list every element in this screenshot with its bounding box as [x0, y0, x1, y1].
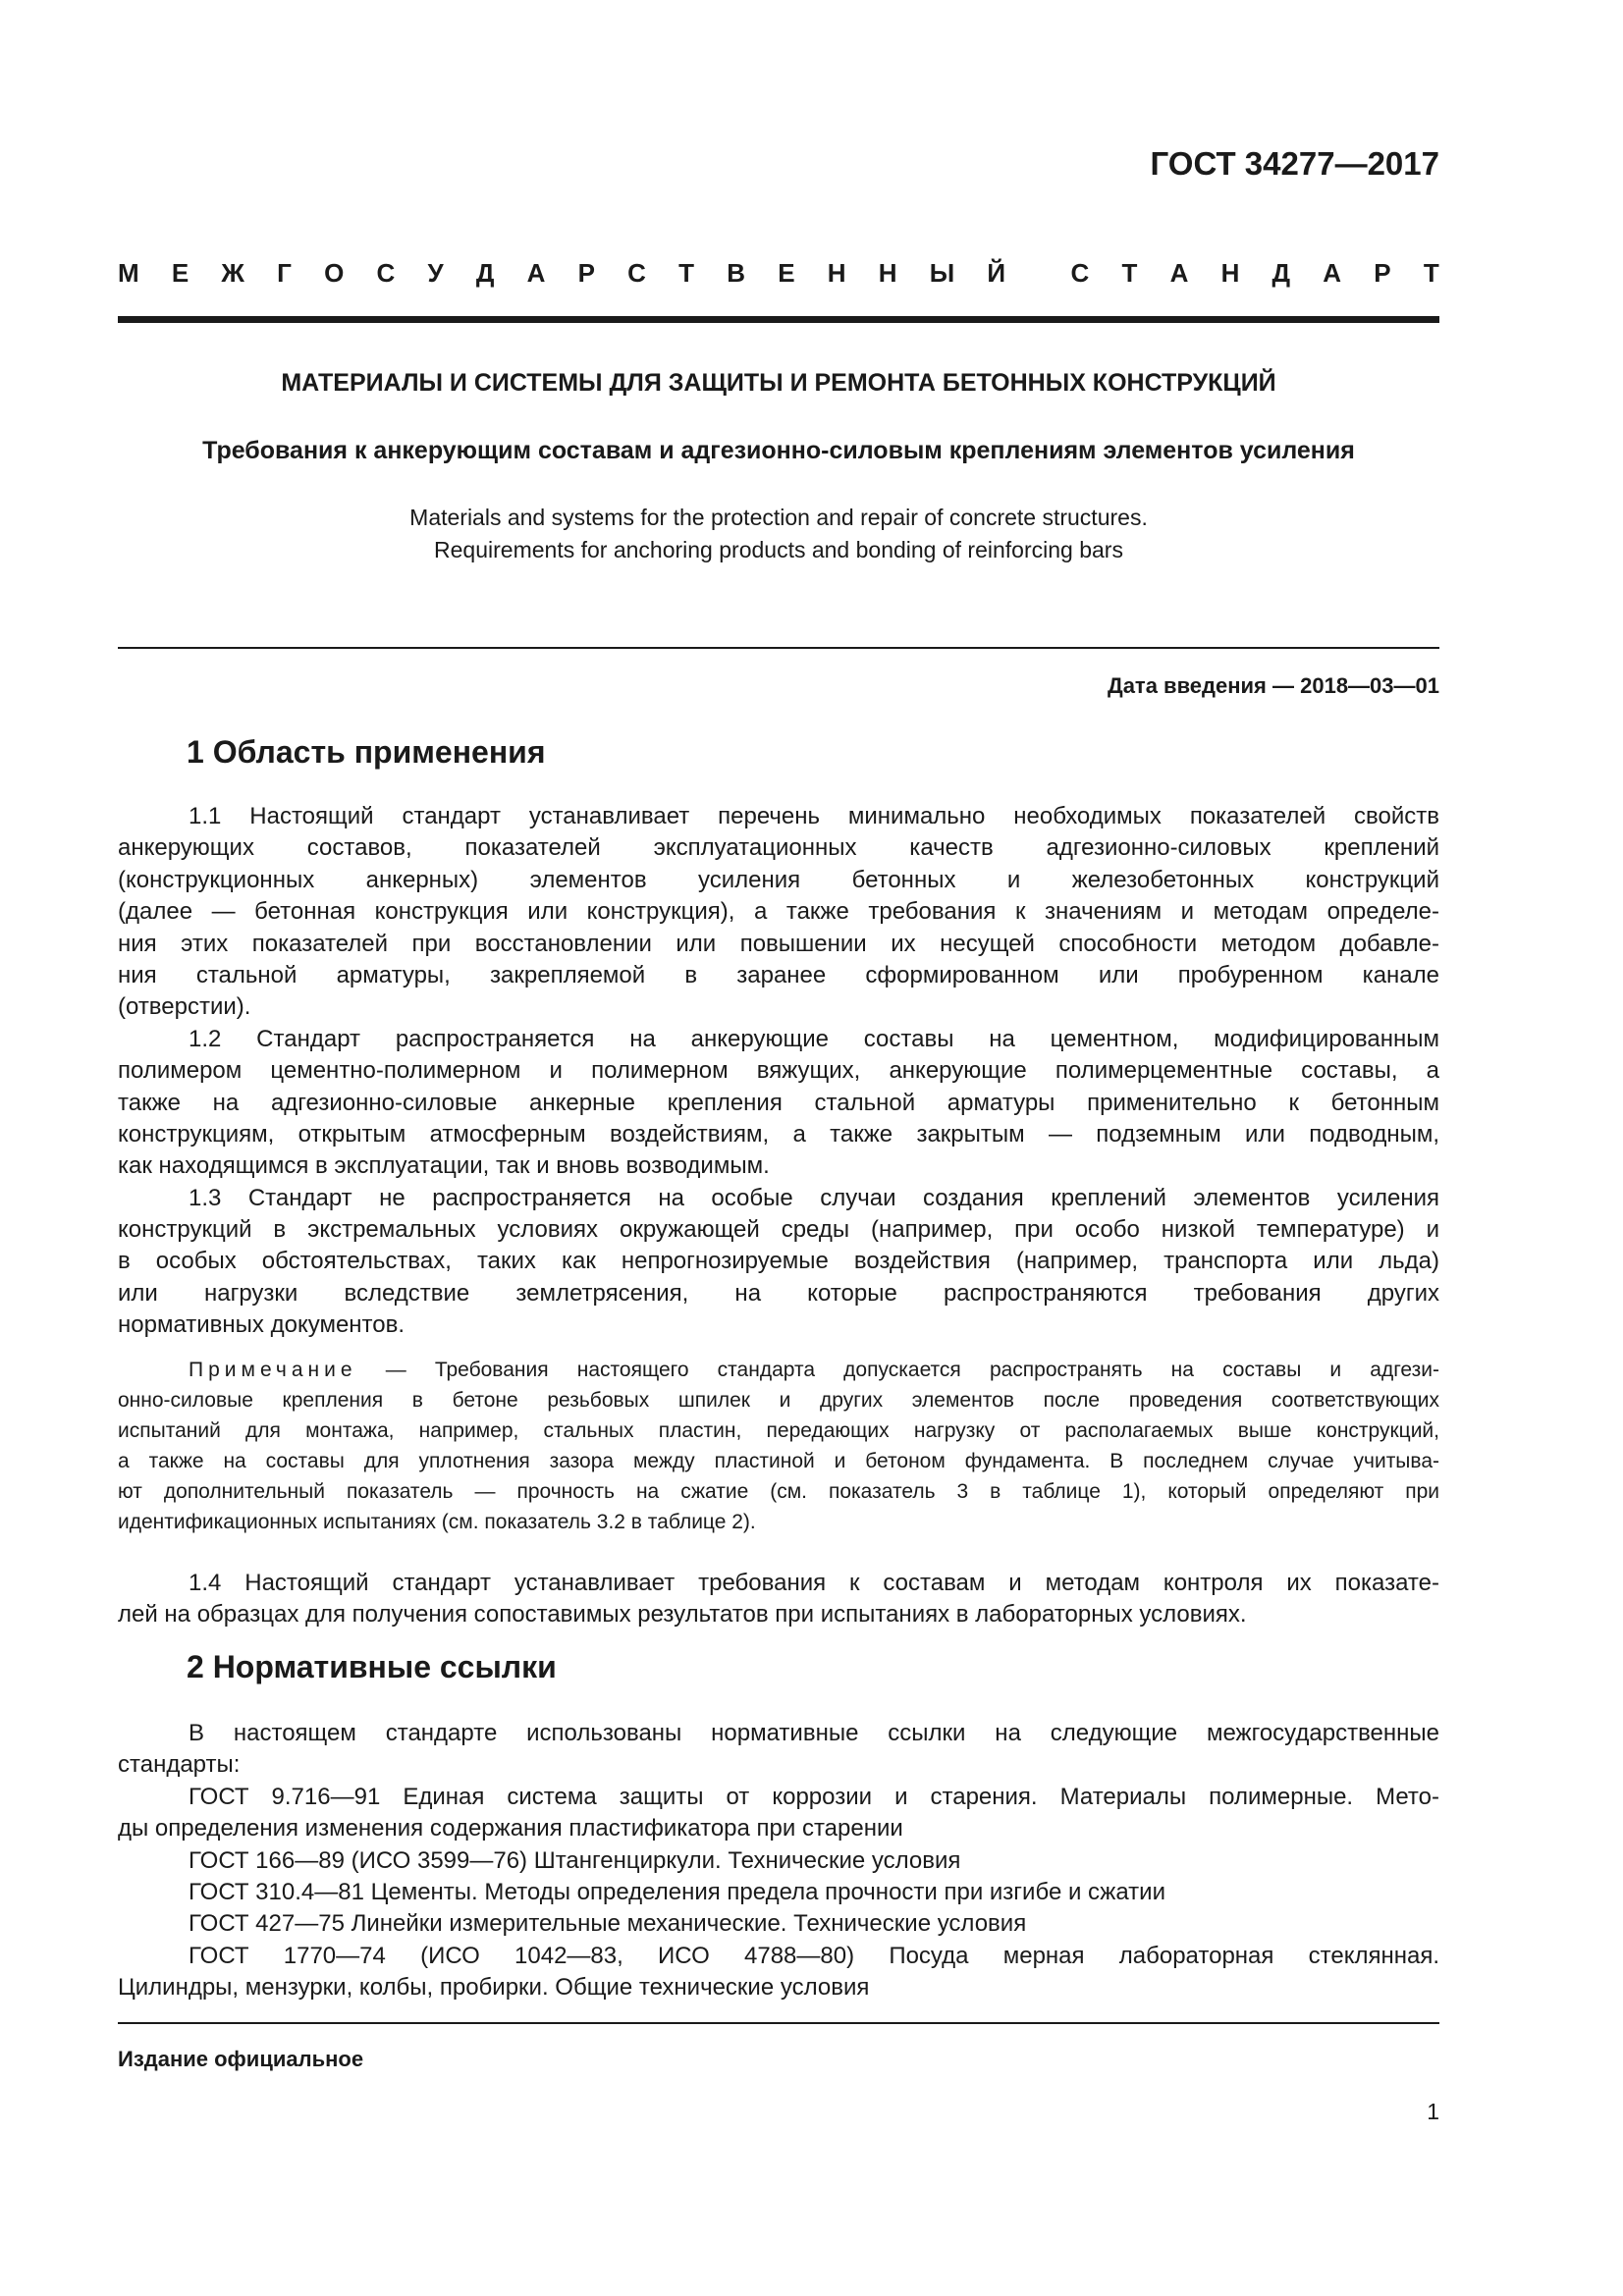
text-line: лей на образцах для получения сопоставимых результатов при испытаниях в лабораторных условиях. [118, 1601, 1247, 1629]
text-line: также на адгезионно-силовые анкерные крепления стальной арматуры применительно к бетонным [118, 1089, 1439, 1116]
note-text: — Требования настоящего стандарта допускается распространять на составы и адгези- [356, 1359, 1439, 1381]
heading-letter: С [627, 258, 646, 288]
text-line: ния стальной арматуры, закрепляемой в заранее сформированном или пробуренном канале [118, 961, 1439, 988]
note-line: идентификационных испытаниях (см. показатель 3.2 в таблице 2). [118, 1511, 756, 1533]
note-label: Примечание [189, 1359, 357, 1381]
heading-letter: Т [1423, 258, 1439, 288]
text-line: 1.3 Стандарт не распространяется на особые случаи создания креплений элементов усиления [189, 1184, 1439, 1211]
text-line: конструкциям, открытым атмосферным воздействиям, а также закрытым — подземным или подводным, [118, 1120, 1439, 1148]
introduction-date: Дата введения — 2018—03—01 [1108, 673, 1439, 698]
text-line: ния этих показателей при восстановлении или повышении их несущей способности методом добавле- [118, 930, 1439, 957]
edition-label: Издание официальное [118, 2047, 364, 2071]
note-line [118, 1355, 1439, 1385]
english-title-line: Materials and systems for the protection and repair of concrete structures. [409, 505, 1148, 530]
reference-line: ГОСТ 427—75 Линейки измерительные механические. Технические условия [189, 1910, 1027, 1938]
text-line: (далее — бетонная конструкция или конструкция), а также требования к значениям и методам определе- [118, 898, 1439, 926]
reference-line: ГОСТ 310.4—81 Цементы. Методы определения предела прочности при изгибе и сжатии [189, 1878, 1165, 1905]
note [118, 1355, 1439, 1537]
heading-letter: В [727, 258, 746, 288]
heading-letter: Ж [221, 258, 244, 288]
text-line: 1.4 Настоящий стандарт устанавливает требования к составам и методам контроля их показате- [189, 1570, 1439, 1596]
section-heading: 2 Нормативные ссылки [187, 1649, 557, 1684]
heading-letter: Д [1271, 258, 1291, 288]
heading-letter: Й [987, 258, 1006, 288]
normative-references [118, 1718, 1439, 2004]
heading-letter: Е [778, 258, 795, 288]
heading-letter: Г [277, 258, 292, 288]
heading-letter: О [324, 258, 345, 288]
heading-letter: Н [827, 258, 846, 288]
divider [118, 2022, 1439, 2024]
text-line: (отверстии). [118, 993, 251, 1021]
heading-letter: Р [1374, 258, 1391, 288]
text-line: в особых обстоятельствах, таких как непрогнозируемые воздействия (например, транспорта или льда) [118, 1248, 1439, 1275]
heading-letter: Н [878, 258, 897, 288]
text-line: нормативных документов. [118, 1311, 406, 1339]
heading-letter: Д [475, 258, 495, 288]
english-title-line: Requirements for anchoring products and bonding of reinforcing bars [434, 537, 1123, 562]
section1-paragraphs [118, 801, 1439, 1342]
heading-letter: М [118, 258, 139, 288]
document-subtitle: Требования к анкерующим составам и адгезионно-силовым креплениям элементов усиления [202, 437, 1355, 464]
note-line: а также на составы для уплотнения зазора между пластиной и бетоном фундамента. В последнем случае учитыва- [118, 1450, 1439, 1472]
reference-line: ГОСТ 9.716—91 Единая система защиты от коррозии и старения. Материалы полимерные. Мето- [189, 1783, 1439, 1810]
text-line: (конструкционных анкерных) элементов усиления бетонных и железобетонных конструкций [118, 866, 1439, 893]
heading-letter: Р [577, 258, 595, 288]
reference-line: В настоящем стандарте использованы нормативные ссылки на следующие межгосударственные [189, 1720, 1439, 1746]
heading-letter: У [427, 258, 444, 288]
note-line: онно-силовые крепления в бетоне резьбовых шпилек и других элементов после проведения соответствующих [118, 1389, 1439, 1412]
paragraph-1-4 [118, 1568, 1439, 1631]
text-line: 1.2 Стандарт распространяется на анкерующие составы на цементном, модифицированным [189, 1025, 1439, 1052]
heading-letter: А [1169, 258, 1189, 288]
text-line: конструкций в экстремальных условиях окружающей среды (например, при особо низкой температуре) и [118, 1216, 1439, 1244]
thick-divider [118, 316, 1439, 323]
heading-letter: А [526, 258, 546, 288]
section-heading: 1 Область применения [187, 734, 546, 770]
note-line: испытаний для монтажа, например, стальных пластин, передающих нагрузку от располагаемых выше конструкций, [118, 1419, 1439, 1442]
text-line: или нагрузки вследствие землетрясения, на которые распространяются требования других [118, 1279, 1439, 1307]
text-line: полимером цементно-полимерном и полимерном вяжущих, анкерующие полимерцементные составы, а [118, 1057, 1439, 1085]
page-number: 1 [1427, 2099, 1439, 2124]
heading-letter: Ы [929, 258, 955, 288]
heading-letter: Н [1220, 258, 1240, 288]
english-title [118, 502, 1439, 566]
heading-letter: С [1070, 258, 1090, 288]
note-line: ют дополнительный показатель — прочность на сжатие (см. показатель 3 в таблице 1), который определяют при [118, 1480, 1439, 1503]
reference-line: ГОСТ 166—89 (ИСО 3599—76) Штангенциркули. Технические условия [189, 1846, 961, 1874]
text-line: как находящимся в эксплуатации, так и вновь возводимым. [118, 1152, 770, 1180]
reference-line: стандарты: [118, 1751, 241, 1779]
reference-line: ды определения изменения содержания пластификатора при старении [118, 1815, 903, 1842]
document-title: МАТЕРИАЛЫ И СИСТЕМЫ ДЛЯ ЗАЩИТЫ И РЕМОНТА БЕТОННЫХ КОНСТРУКЦИЙ [281, 369, 1276, 397]
heading-letter: Е [171, 258, 189, 288]
standard-type-heading [118, 258, 1439, 289]
heading-letter: С [376, 258, 396, 288]
text-line: анкерующих составов, показателей эксплуатационных качеств адгезионно-силовых креплений [118, 834, 1439, 862]
heading-letter: Т [678, 258, 695, 288]
document-code: ГОСТ 34277—2017 [1150, 145, 1439, 182]
heading-letter: Т [1121, 258, 1138, 288]
divider [118, 647, 1439, 649]
heading-letter: А [1323, 258, 1342, 288]
reference-line: ГОСТ 1770—74 (ИСО 1042—83, ИСО 4788—80) Посуда мерная лабораторная стеклянная. [189, 1942, 1439, 1969]
text-line: 1.1 Настоящий стандарт устанавливает перечень минимально необходимых показателей свойств [189, 803, 1439, 829]
reference-line: Цилиндры, мензурки, колбы, пробирки. Общие технические условия [118, 1974, 870, 2002]
